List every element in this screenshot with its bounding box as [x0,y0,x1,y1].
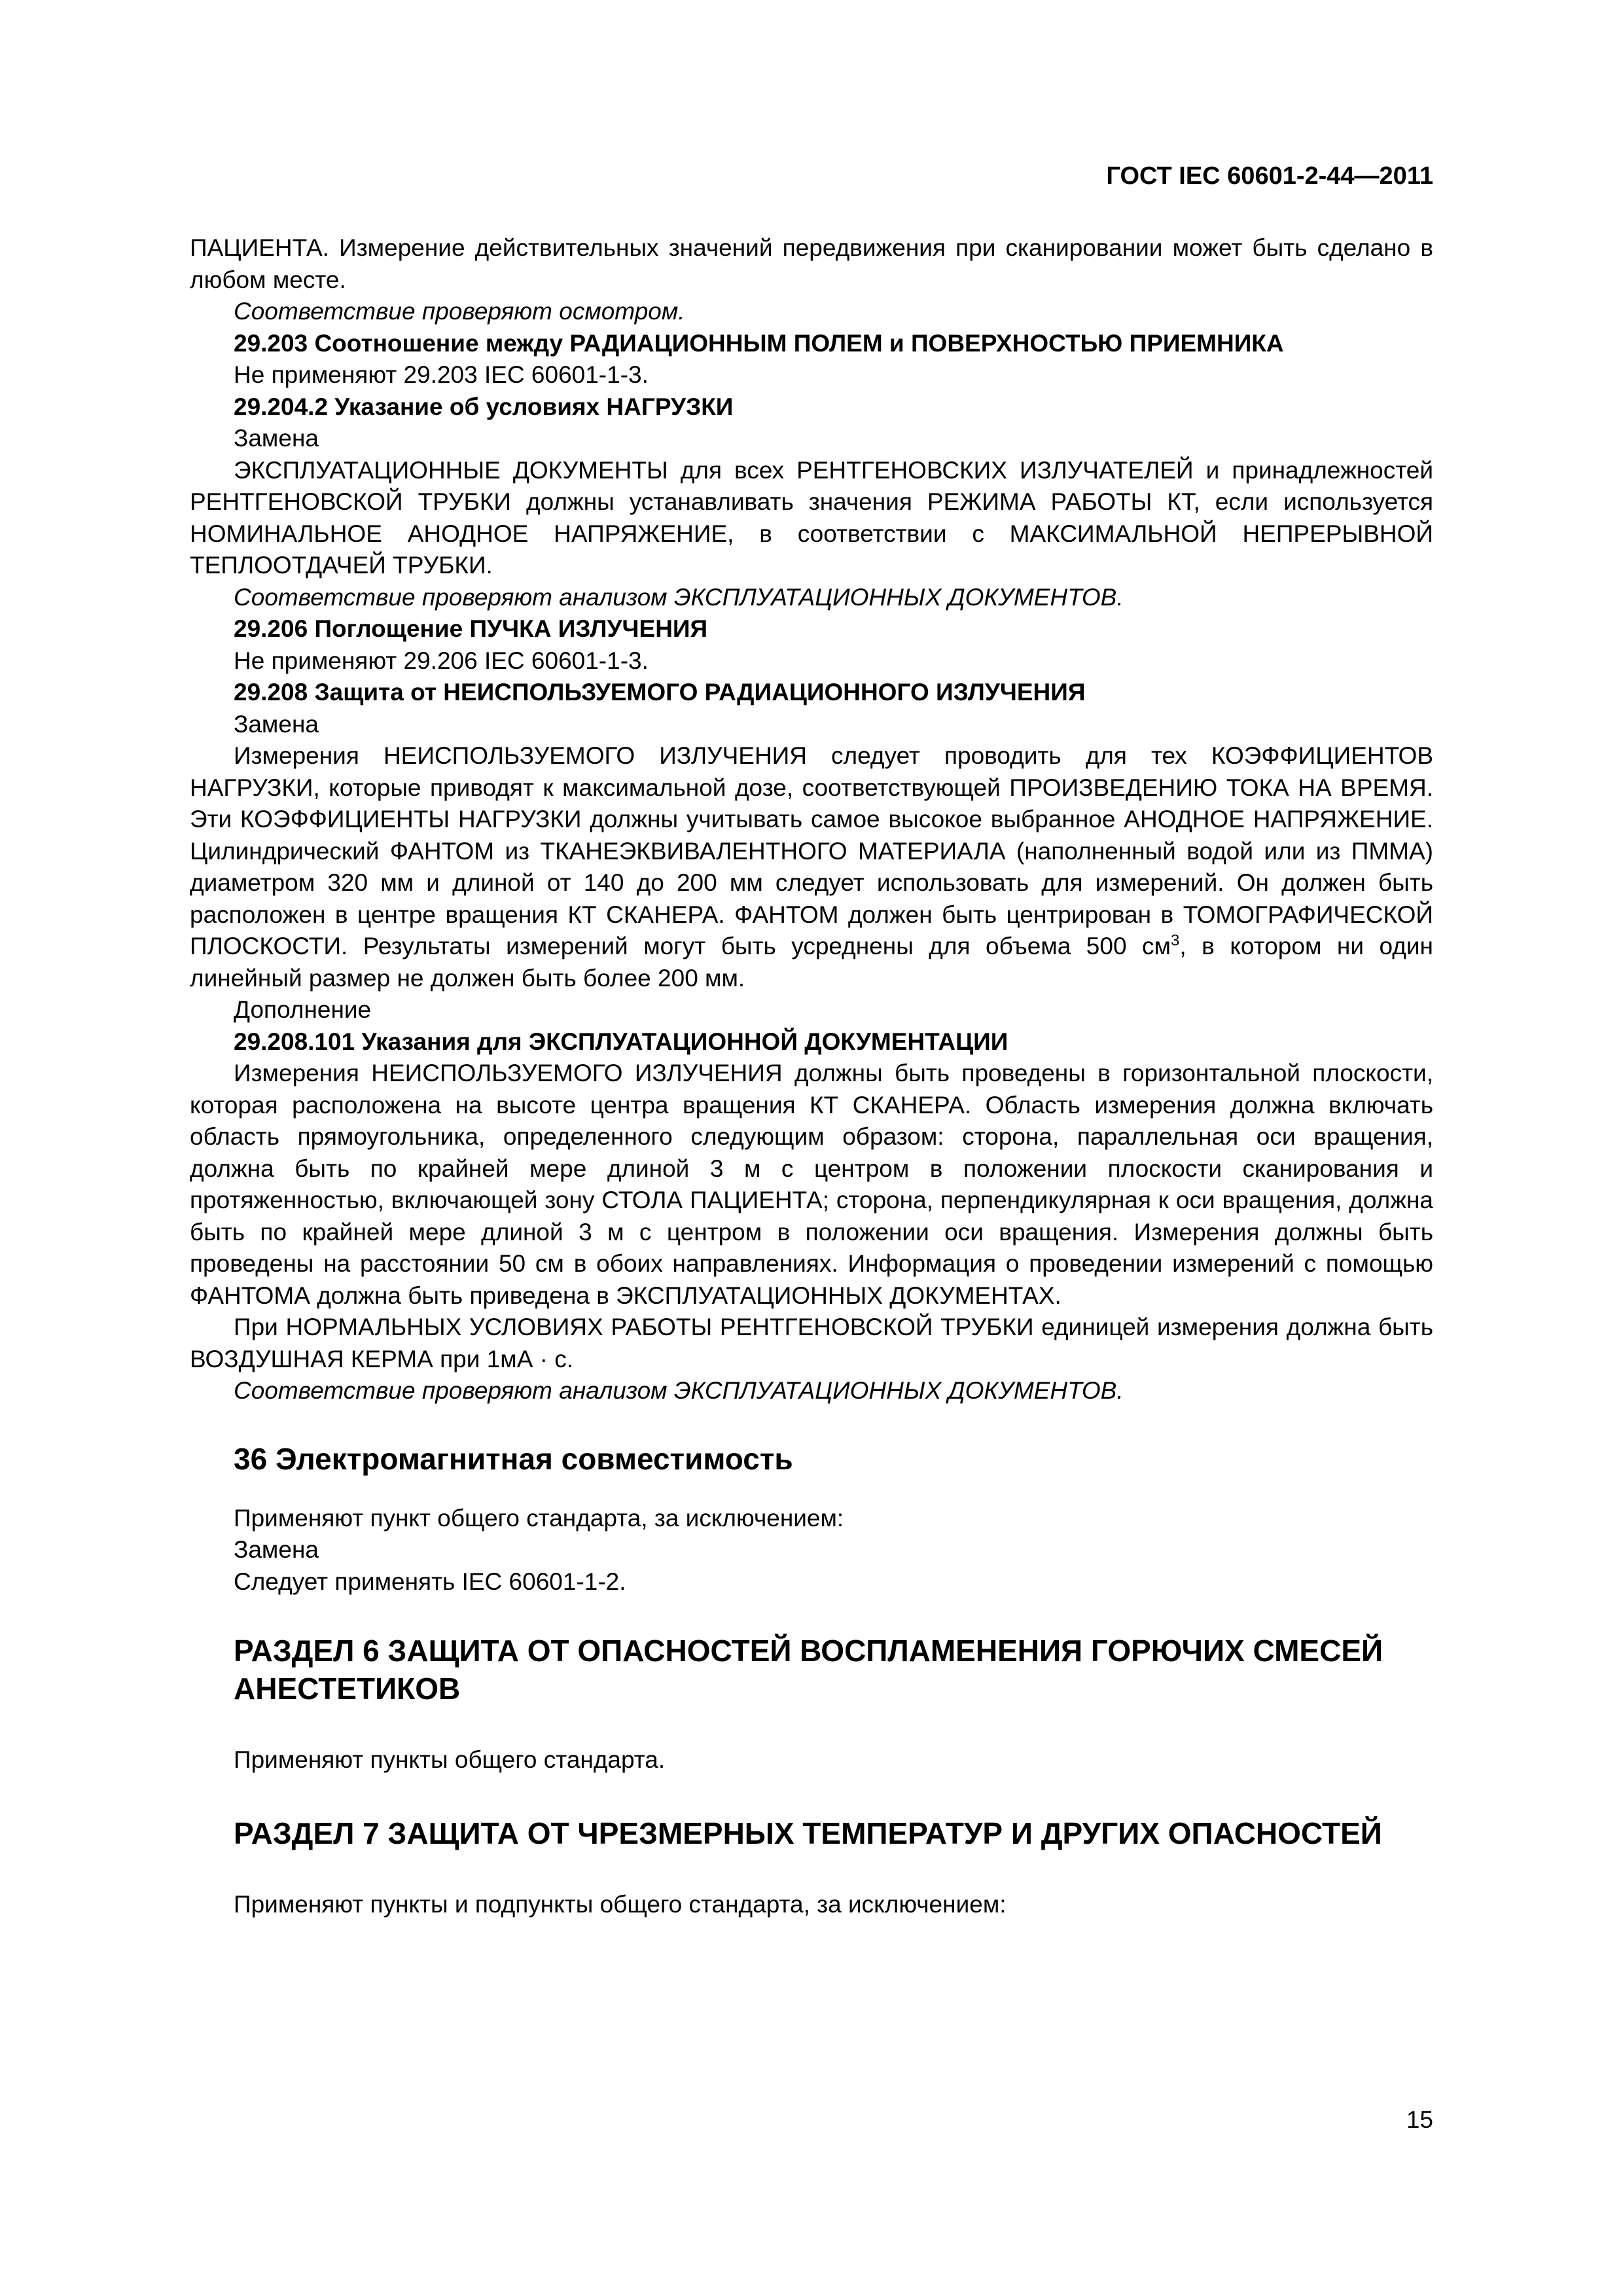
section-text: Применяют пункт общего стандарта, за исключением: [234,1504,844,1532]
page-number: 15 [1406,2106,1433,2133]
section-heading: 36 Электромагнитная совместимость [234,1441,793,1476]
conformance-note: Соответствие проверяют анализом ЭКСПЛУАТАЦИОННЫХ ДОКУМЕНТОВ. [234,1377,1124,1404]
clause-heading: 29.203 Соотношение между РАДИАЦИОННЫМ ПОЛЕМ и ПОВЕРХНОСТЬЮ ПРИЕМНИКА [234,329,1284,357]
clause-heading: 29.208 Защита от НЕИСПОЛЬЗУЕМОГО РАДИАЦИОННОГО ИЗЛУЧЕНИЯ [234,679,1086,706]
section-text: Следует применять IEC 60601-1-2. [234,1568,626,1595]
clause-text: Не применяют 29.206 IEC 60601-1-3. [234,647,649,674]
clause-text-main: Измерения НЕИСПОЛЬЗУЕМОГО ИЗЛУЧЕНИЯ следует проводить для тех КОЭФФИЦИЕНТОВ НАГРУЗКИ, которые приводят к максимальной дозе, соответствующей ПРОИЗВЕДЕНИЮ ТОКА НА ВРЕМЯ. Эти КОЭФФИЦИЕНТЫ НАГРУЗКИ должны учитывать самое высокое выбранное АНОДНОЕ НАПРЯЖЕНИЕ. Цилиндрический ФАНТОМ из ТКАНЕЭКВИВАЛЕНТНОГО МАТЕРИАЛА (наполненный водой или из ПММА) диаметром 320 мм и длиной от 140 до 200 мм следует использовать для измерений. Он должен быть расположен в центре вращения КТ СКАНЕРА. ФАНТОМ должен быть центрирован в ТОМОГРАФИЧЕСКОЙ ПЛОСКОСТИ. Результаты измерений могут быть усреднены для объема 500 см [190,742,1433,960]
part-heading: РАЗДЕЛ 7 ЗАЩИТА ОТ ЧРЕЗМЕРНЫХ ТЕМПЕРАТУР И ДРУГИХ ОПАСНОСТЕЙ [234,1816,1382,1850]
part-heading: РАЗДЕЛ 6 ЗАЩИТА ОТ ОПАСНОСТЕЙ ВОСПЛАМЕНЕНИЯ ГОРЮЧИХ СМЕСЕЙ АНЕСТЕТИКОВ [234,1634,1383,1706]
clause-text-tail: , в котором ни один линейный размер не должен быть более 200 мм. [190,933,1433,992]
conformance-note: Соответствие проверяют анализом ЭКСПЛУАТАЦИОННЫХ ДОКУМЕНТОВ. [234,583,1124,611]
clause-text: При НОРМАЛЬНЫХ УСЛОВИЯХ РАБОТЫ РЕНТГЕНОВСКОЙ ТРУБКИ единицей измерения должна быть ВОЗДУШНАЯ КЕРМА при 1мА · с. [190,1314,1433,1372]
replacement-label: Замена [234,710,319,738]
addition-label: Дополнение [234,996,372,1023]
clause-text [190,740,1433,994]
section-text: Применяют пункты общего стандарта. [234,1746,666,1773]
conformance-note: Соответствие проверяют осмотром. [234,298,685,325]
replacement-label: Замена [234,1536,319,1563]
clause-text: Не применяют 29.203 IEC 60601-1-3. [234,361,649,388]
document-code: ГОСТ IEC 60601-2-44—2011 [1106,162,1433,190]
replacement-label: Замена [234,425,319,452]
clause-text: Измерения НЕИСПОЛЬЗУЕМОГО ИЗЛУЧЕНИЯ должны быть проведены в горизонтальной плоскости, которая расположена на высоте центра вращения КТ СКАНЕРА. Область измерения должна включать область прямоугольника, определенного следующим образом: сторона, параллельная оси вращения, должна быть по крайней мере длиной 3 м с центром в положении плоскости сканирования и протяженностью, включающей зону СТОЛА ПАЦИЕНТА; сторона, перпендикулярная к оси вращения, должна быть по крайней мере длиной 3 м с центром в положении оси вращения. Измерения должны быть проведены на расстоянии 50 см в обоих направлениях. Информация о проведении измерений с помощью ФАНТОМА должна быть приведена в ЭКСПЛУАТАЦИОННЫХ ДОКУМЕНТАХ. [190,1060,1433,1309]
clause-text: ЭКСПЛУАТАЦИОННЫЕ ДОКУМЕНТЫ для всех РЕНТГЕНОВСКИХ ИЗЛУЧАТЕЛЕЙ и принадлежностей РЕНТГЕНОВСКОЙ ТРУБКИ должны устанавливать значения РЕЖИМА РАБОТЫ КТ, если используется НОМИНАЛЬНОЕ АНОДНОЕ НАПРЯЖЕНИЕ, в соответствии с МАКСИМАЛЬНОЙ НЕПРЕРЫВНОЙ ТЕПЛООТДАЧЕЙ ТРУБКИ. [190,456,1433,579]
section-text: Применяют пункты и подпункты общего стандарта, за исключением: [234,1890,1007,1918]
clause-heading: 29.204.2 Указание об условиях НАГРУЗКИ [234,393,734,420]
clause-heading: 29.208.101 Указания для ЭКСПЛУАТАЦИОННОЙ ДОКУМЕНТАЦИИ [234,1028,1008,1055]
superscript: 3 [1171,931,1180,950]
clause-heading: 29.206 Поглощение ПУЧКА ИЗЛУЧЕНИЯ [234,615,708,642]
page-body [190,232,1433,1920]
continued-paragraph: ПАЦИЕНТА. Измерение действительных значений передвижения при сканировании может быть сделано в любом месте. [190,234,1433,293]
